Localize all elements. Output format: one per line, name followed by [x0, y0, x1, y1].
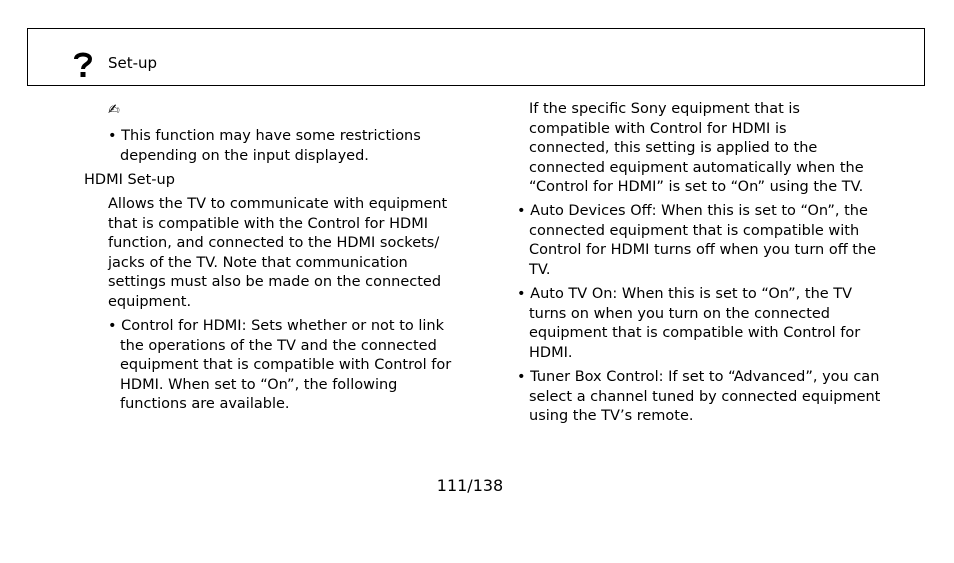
bullet-auto-devices-off: • Auto Devices Off: When this is set to “On”, the connected equipment that is compatible with Control for HDMI turns off when you turn off the TV. [517, 203, 877, 278]
bullet-auto-tv-on: • Auto TV On: When this is set to “On”, the TV turns on when you turn on the connected equipment that is compatible with Control for HDMI. [517, 286, 861, 361]
page-header [27, 28, 925, 86]
page-title: Set-up [108, 54, 158, 72]
note-pencil-icon: ✍ [108, 102, 120, 118]
page-number: 111/138 [436, 476, 504, 495]
sony-equipment-paragraph: If the specific Sony equipment that is compatible with Control for HDMI is connected, this setting is applied to the connected equipment automatically when the “Control for HDMI” is set to “On” using the TV. [529, 101, 864, 196]
section-title: HDMI Set-up [84, 172, 175, 188]
note-bullet: • This function may have some restrictions depending on the input displayed. [108, 128, 421, 164]
section-intro: Allows the TV to communicate with equipment that is compatible with the Control for HDMI function, and connected to the HDMI sockets/ jacks of the TV. Note that communication settings must also be made on the connected equipment. [108, 196, 448, 310]
help-question-icon[interactable] [73, 51, 93, 79]
bullet-tuner-box-control: • Tuner Box Control: If set to “Advanced”, you can select a channel tuned by connected equipment using the TV’s remote. [517, 369, 881, 425]
bullet-control-for-hdmi: • Control for HDMI: Sets whether or not to link the operations of the TV and the connected equipment that is compatible with Control for HDMI. When set to “On”, the following functions are available. [108, 318, 452, 413]
